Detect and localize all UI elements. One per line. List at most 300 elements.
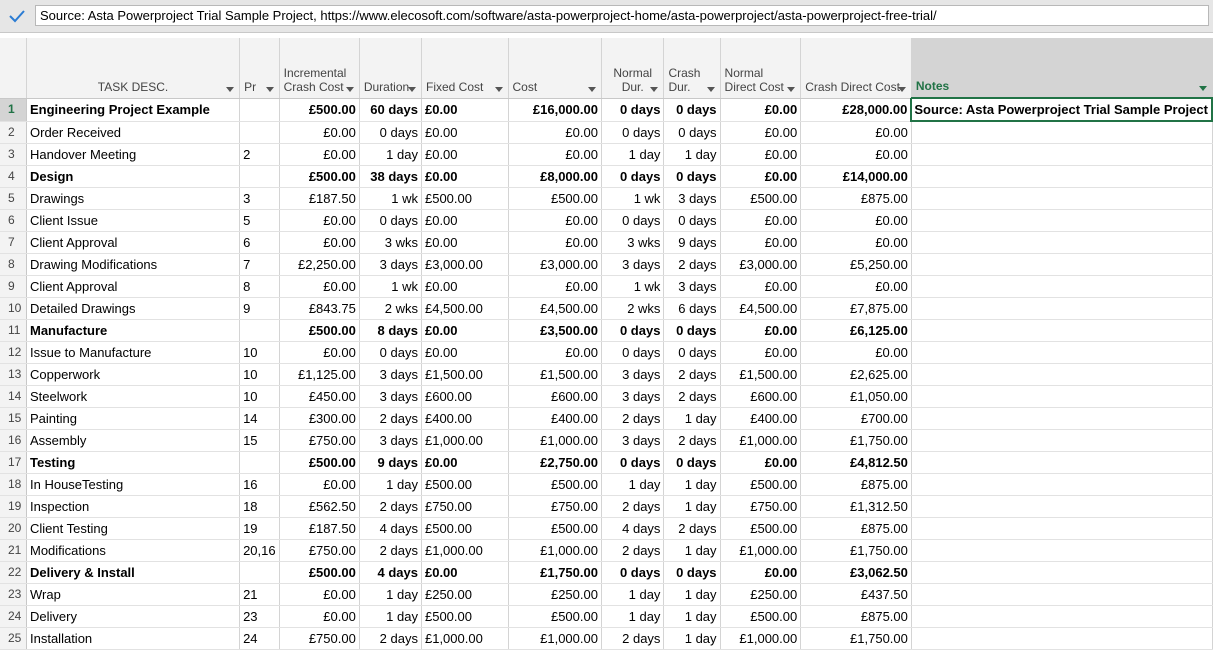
incremental-crash-cost-cell[interactable]: £500.00 [279,562,359,584]
cost-cell[interactable]: £3,500.00 [508,320,601,342]
task-desc-cell[interactable]: Delivery & Install [27,562,240,584]
predecessors-cell[interactable]: 6 [240,232,280,254]
crash-dur-cell[interactable]: 1 day [664,496,720,518]
duration-cell[interactable]: 3 days [359,386,421,408]
fixed-cost-cell[interactable]: £0.00 [421,276,508,298]
crash-direct-cost-cell[interactable]: £875.00 [801,188,912,210]
duration-cell[interactable]: 3 wks [359,232,421,254]
notes-cell[interactable] [911,540,1212,562]
duration-cell[interactable]: 1 wk [359,188,421,210]
crash-direct-cost-cell[interactable]: £3,062.50 [801,562,912,584]
duration-cell[interactable]: 4 days [359,518,421,540]
incremental-crash-cost-cell[interactable]: £187.50 [279,188,359,210]
notes-cell[interactable]: Source: Asta Powerproject Trial Sample Project [911,98,1212,121]
notes-cell[interactable] [911,452,1212,474]
row-number[interactable]: 8 [0,254,27,276]
crash-direct-cost-cell[interactable]: £1,312.50 [801,496,912,518]
column-header-task-desc[interactable]: TASK DESC. [27,38,240,98]
row-number[interactable]: 13 [0,364,27,386]
duration-cell[interactable]: 38 days [359,166,421,188]
duration-cell[interactable]: 1 day [359,144,421,166]
crash-dur-cell[interactable]: 0 days [664,166,720,188]
predecessors-cell[interactable]: 18 [240,496,280,518]
fixed-cost-cell[interactable]: £0.00 [421,98,508,121]
row-number[interactable]: 3 [0,144,27,166]
duration-cell[interactable]: 1 day [359,474,421,496]
normal-dur-cell[interactable]: 0 days [601,562,663,584]
crash-direct-cost-cell[interactable]: £0.00 [801,342,912,364]
filter-dropdown-icon[interactable] [707,87,715,92]
incremental-crash-cost-cell[interactable]: £0.00 [279,232,359,254]
select-all-corner[interactable] [0,38,27,98]
predecessors-cell[interactable]: 5 [240,210,280,232]
fixed-cost-cell[interactable]: £0.00 [421,342,508,364]
cost-cell[interactable]: £250.00 [508,584,601,606]
fixed-cost-cell[interactable]: £500.00 [421,518,508,540]
crash-dur-cell[interactable]: 0 days [664,98,720,121]
incremental-crash-cost-cell[interactable]: £500.00 [279,166,359,188]
normal-dur-cell[interactable]: 1 day [601,474,663,496]
duration-cell[interactable]: 3 days [359,254,421,276]
normal-direct-cost-cell[interactable]: £0.00 [720,98,801,121]
row-number[interactable]: 24 [0,606,27,628]
incremental-crash-cost-cell[interactable]: £300.00 [279,408,359,430]
task-desc-cell[interactable]: Testing [27,452,240,474]
duration-cell[interactable]: 1 day [359,606,421,628]
task-desc-cell[interactable]: Client Approval [27,232,240,254]
task-desc-cell[interactable]: Engineering Project Example [27,98,240,121]
normal-direct-cost-cell[interactable]: £3,000.00 [720,254,801,276]
cost-cell[interactable]: £8,000.00 [508,166,601,188]
predecessors-cell[interactable]: 19 [240,518,280,540]
row-number[interactable]: 7 [0,232,27,254]
crash-dur-cell[interactable]: 1 day [664,474,720,496]
task-desc-cell[interactable]: Order Received [27,121,240,144]
cost-cell[interactable]: £1,750.00 [508,562,601,584]
column-header-crash-dur[interactable]: Crash Dur. [664,38,720,98]
incremental-crash-cost-cell[interactable]: £750.00 [279,430,359,452]
crash-dur-cell[interactable]: 0 days [664,320,720,342]
normal-dur-cell[interactable]: 3 wks [601,232,663,254]
normal-dur-cell[interactable]: 3 days [601,386,663,408]
notes-cell[interactable] [911,254,1212,276]
normal-direct-cost-cell[interactable]: £0.00 [720,276,801,298]
normal-dur-cell[interactable]: 0 days [601,320,663,342]
filter-dropdown-icon[interactable] [588,87,596,92]
cost-cell[interactable]: £1,500.00 [508,364,601,386]
normal-dur-cell[interactable]: 2 days [601,496,663,518]
task-desc-cell[interactable]: Installation [27,628,240,650]
crash-direct-cost-cell[interactable]: £5,250.00 [801,254,912,276]
notes-cell[interactable] [911,298,1212,320]
notes-cell[interactable] [911,364,1212,386]
crash-dur-cell[interactable]: 0 days [664,452,720,474]
normal-dur-cell[interactable]: 1 day [601,584,663,606]
crash-dur-cell[interactable]: 2 days [664,430,720,452]
task-desc-cell[interactable]: Client Issue [27,210,240,232]
duration-cell[interactable]: 8 days [359,320,421,342]
fixed-cost-cell[interactable]: £0.00 [421,210,508,232]
crash-direct-cost-cell[interactable]: £28,000.00 [801,98,912,121]
duration-cell[interactable]: 60 days [359,98,421,121]
row-number[interactable]: 9 [0,276,27,298]
predecessors-cell[interactable] [240,121,280,144]
notes-cell[interactable] [911,430,1212,452]
normal-direct-cost-cell[interactable]: £0.00 [720,320,801,342]
fixed-cost-cell[interactable]: £0.00 [421,320,508,342]
normal-dur-cell[interactable]: 2 days [601,628,663,650]
normal-direct-cost-cell[interactable]: £0.00 [720,210,801,232]
column-header-normal-dur[interactable]: Normal Dur. [601,38,663,98]
normal-direct-cost-cell[interactable]: £4,500.00 [720,298,801,320]
notes-cell[interactable] [911,562,1212,584]
normal-dur-cell[interactable]: 1 wk [601,276,663,298]
task-desc-cell[interactable]: Design [27,166,240,188]
task-desc-cell[interactable]: Client Testing [27,518,240,540]
task-desc-cell[interactable]: Manufacture [27,320,240,342]
predecessors-cell[interactable] [240,166,280,188]
notes-cell[interactable] [911,474,1212,496]
filter-dropdown-icon[interactable] [787,87,795,92]
duration-cell[interactable]: 2 days [359,496,421,518]
fixed-cost-cell[interactable]: £500.00 [421,474,508,496]
incremental-crash-cost-cell[interactable]: £0.00 [279,121,359,144]
predecessors-cell[interactable]: 10 [240,364,280,386]
task-desc-cell[interactable]: Inspection [27,496,240,518]
incremental-crash-cost-cell[interactable]: £2,250.00 [279,254,359,276]
filter-dropdown-icon[interactable] [650,87,658,92]
crash-dur-cell[interactable]: 3 days [664,188,720,210]
normal-dur-cell[interactable]: 2 wks [601,298,663,320]
duration-cell[interactable]: 0 days [359,121,421,144]
cost-cell[interactable]: £400.00 [508,408,601,430]
predecessors-cell[interactable]: 10 [240,342,280,364]
incremental-crash-cost-cell[interactable]: £0.00 [279,210,359,232]
crash-direct-cost-cell[interactable]: £1,750.00 [801,540,912,562]
crash-dur-cell[interactable]: 9 days [664,232,720,254]
predecessors-cell[interactable]: 10 [240,386,280,408]
fixed-cost-cell[interactable]: £400.00 [421,408,508,430]
duration-cell[interactable]: 4 days [359,562,421,584]
incremental-crash-cost-cell[interactable]: £0.00 [279,144,359,166]
task-desc-cell[interactable]: Drawings [27,188,240,210]
crash-dur-cell[interactable]: 2 days [664,386,720,408]
normal-direct-cost-cell[interactable]: £0.00 [720,562,801,584]
crash-direct-cost-cell[interactable]: £4,812.50 [801,452,912,474]
normal-dur-cell[interactable]: 1 day [601,144,663,166]
normal-direct-cost-cell[interactable]: £1,000.00 [720,430,801,452]
cell-entry-field[interactable]: Source: Asta Powerproject Trial Sample Project, https://www.elecosoft.com/software/asta-powerproject-home/asta-powerproject/asta-powerproject-free-trial/ [35,5,1209,26]
predecessors-cell[interactable] [240,562,280,584]
crash-dur-cell[interactable]: 1 day [664,606,720,628]
predecessors-cell[interactable]: 3 [240,188,280,210]
notes-cell[interactable] [911,386,1212,408]
fixed-cost-cell[interactable]: £0.00 [421,562,508,584]
fixed-cost-cell[interactable]: £500.00 [421,188,508,210]
cost-cell[interactable]: £0.00 [508,276,601,298]
task-desc-cell[interactable]: Detailed Drawings [27,298,240,320]
fixed-cost-cell[interactable]: £750.00 [421,496,508,518]
fixed-cost-cell[interactable]: £1,500.00 [421,364,508,386]
notes-cell[interactable] [911,232,1212,254]
normal-direct-cost-cell[interactable]: £600.00 [720,386,801,408]
crash-dur-cell[interactable]: 0 days [664,121,720,144]
incremental-crash-cost-cell[interactable]: £750.00 [279,540,359,562]
incremental-crash-cost-cell[interactable]: £0.00 [279,276,359,298]
normal-direct-cost-cell[interactable]: £750.00 [720,496,801,518]
predecessors-cell[interactable]: 20,16 [240,540,280,562]
crash-dur-cell[interactable]: 6 days [664,298,720,320]
normal-direct-cost-cell[interactable]: £0.00 [720,166,801,188]
enter-check-icon[interactable] [6,5,28,27]
duration-cell[interactable]: 2 wks [359,298,421,320]
cost-cell[interactable]: £1,000.00 [508,430,601,452]
cost-cell[interactable]: £600.00 [508,386,601,408]
fixed-cost-cell[interactable]: £0.00 [421,452,508,474]
row-number[interactable]: 10 [0,298,27,320]
filter-dropdown-icon[interactable] [408,87,416,92]
normal-direct-cost-cell[interactable]: £500.00 [720,518,801,540]
predecessors-cell[interactable]: 24 [240,628,280,650]
row-number[interactable]: 25 [0,628,27,650]
notes-cell[interactable] [911,342,1212,364]
duration-cell[interactable]: 9 days [359,452,421,474]
normal-dur-cell[interactable]: 0 days [601,166,663,188]
crash-direct-cost-cell[interactable]: £875.00 [801,606,912,628]
task-desc-cell[interactable]: Delivery [27,606,240,628]
crash-dur-cell[interactable]: 1 day [664,540,720,562]
duration-cell[interactable]: 2 days [359,540,421,562]
predecessors-cell[interactable]: 14 [240,408,280,430]
column-header-fixed-cost[interactable]: Fixed Cost [421,38,508,98]
fixed-cost-cell[interactable]: £3,000.00 [421,254,508,276]
duration-cell[interactable]: 0 days [359,342,421,364]
row-number[interactable]: 16 [0,430,27,452]
crash-direct-cost-cell[interactable]: £0.00 [801,210,912,232]
notes-cell[interactable] [911,121,1212,144]
row-number[interactable]: 17 [0,452,27,474]
incremental-crash-cost-cell[interactable]: £0.00 [279,584,359,606]
notes-cell[interactable] [911,584,1212,606]
crash-dur-cell[interactable]: 1 day [664,408,720,430]
fixed-cost-cell[interactable]: £0.00 [421,232,508,254]
normal-direct-cost-cell[interactable]: £250.00 [720,584,801,606]
task-desc-cell[interactable]: Copperwork [27,364,240,386]
crash-dur-cell[interactable]: 2 days [664,364,720,386]
normal-direct-cost-cell[interactable]: £1,000.00 [720,540,801,562]
filter-dropdown-icon[interactable] [495,87,503,92]
notes-cell[interactable] [911,276,1212,298]
crash-direct-cost-cell[interactable]: £1,750.00 [801,628,912,650]
notes-cell[interactable] [911,408,1212,430]
row-number[interactable]: 14 [0,386,27,408]
crash-direct-cost-cell[interactable]: £875.00 [801,518,912,540]
filter-dropdown-icon[interactable] [346,87,354,92]
crash-direct-cost-cell[interactable]: £1,050.00 [801,386,912,408]
incremental-crash-cost-cell[interactable]: £0.00 [279,606,359,628]
task-desc-cell[interactable]: Client Approval [27,276,240,298]
task-desc-cell[interactable]: Wrap [27,584,240,606]
row-number[interactable]: 22 [0,562,27,584]
cost-cell[interactable]: £0.00 [508,232,601,254]
crash-dur-cell[interactable]: 0 days [664,342,720,364]
crash-direct-cost-cell[interactable]: £700.00 [801,408,912,430]
row-number[interactable]: 18 [0,474,27,496]
fixed-cost-cell[interactable]: £0.00 [421,121,508,144]
cost-cell[interactable]: £500.00 [508,518,601,540]
task-desc-cell[interactable]: In HouseTesting [27,474,240,496]
normal-direct-cost-cell[interactable]: £500.00 [720,474,801,496]
column-header-duration[interactable]: Duration [359,38,421,98]
cost-cell[interactable]: £4,500.00 [508,298,601,320]
predecessors-cell[interactable]: 9 [240,298,280,320]
crash-direct-cost-cell[interactable]: £2,625.00 [801,364,912,386]
task-desc-cell[interactable]: Handover Meeting [27,144,240,166]
crash-direct-cost-cell[interactable]: £14,000.00 [801,166,912,188]
row-number[interactable]: 20 [0,518,27,540]
crash-direct-cost-cell[interactable]: £0.00 [801,232,912,254]
normal-dur-cell[interactable]: 3 days [601,430,663,452]
predecessors-cell[interactable]: 23 [240,606,280,628]
incremental-crash-cost-cell[interactable]: £500.00 [279,452,359,474]
normal-dur-cell[interactable]: 2 days [601,540,663,562]
task-desc-cell[interactable]: Issue to Manufacture [27,342,240,364]
row-number[interactable]: 23 [0,584,27,606]
filter-dropdown-icon[interactable] [266,87,274,92]
crash-direct-cost-cell[interactable]: £6,125.00 [801,320,912,342]
row-number[interactable]: 5 [0,188,27,210]
normal-dur-cell[interactable]: 1 wk [601,188,663,210]
row-number[interactable]: 2 [0,121,27,144]
duration-cell[interactable]: 2 days [359,628,421,650]
normal-dur-cell[interactable]: 0 days [601,210,663,232]
normal-dur-cell[interactable]: 3 days [601,254,663,276]
predecessors-cell[interactable]: 7 [240,254,280,276]
cost-cell[interactable]: £500.00 [508,188,601,210]
crash-direct-cost-cell[interactable]: £7,875.00 [801,298,912,320]
row-number[interactable]: 19 [0,496,27,518]
crash-dur-cell[interactable]: 2 days [664,254,720,276]
crash-dur-cell[interactable]: 1 day [664,584,720,606]
fixed-cost-cell[interactable]: £500.00 [421,606,508,628]
row-number[interactable]: 21 [0,540,27,562]
column-header-incremental-crash-cost[interactable]: Incremental Crash Cost [279,38,359,98]
filter-dropdown-icon[interactable] [226,87,234,92]
duration-cell[interactable]: 2 days [359,408,421,430]
incremental-crash-cost-cell[interactable]: £500.00 [279,98,359,121]
task-desc-cell[interactable]: Drawing Modifications [27,254,240,276]
normal-dur-cell[interactable]: 4 days [601,518,663,540]
crash-dur-cell[interactable]: 3 days [664,276,720,298]
cost-cell[interactable]: £0.00 [508,144,601,166]
fixed-cost-cell[interactable]: £1,000.00 [421,628,508,650]
crash-dur-cell[interactable]: 1 day [664,144,720,166]
cost-cell[interactable]: £1,000.00 [508,540,601,562]
duration-cell[interactable]: 0 days [359,210,421,232]
normal-direct-cost-cell[interactable]: £400.00 [720,408,801,430]
incremental-crash-cost-cell[interactable]: £450.00 [279,386,359,408]
predecessors-cell[interactable] [240,452,280,474]
filter-dropdown-icon[interactable] [1199,86,1207,91]
normal-direct-cost-cell[interactable]: £0.00 [720,452,801,474]
crash-dur-cell[interactable]: 2 days [664,518,720,540]
duration-cell[interactable]: 1 wk [359,276,421,298]
row-number[interactable]: 11 [0,320,27,342]
crash-direct-cost-cell[interactable]: £875.00 [801,474,912,496]
row-number[interactable]: 1 [0,98,27,121]
normal-dur-cell[interactable]: 0 days [601,342,663,364]
predecessors-cell[interactable]: 2 [240,144,280,166]
crash-direct-cost-cell[interactable]: £0.00 [801,144,912,166]
cost-cell[interactable]: £2,750.00 [508,452,601,474]
normal-dur-cell[interactable]: 2 days [601,408,663,430]
fixed-cost-cell[interactable]: £0.00 [421,166,508,188]
notes-cell[interactable] [911,320,1212,342]
fixed-cost-cell[interactable]: £0.00 [421,144,508,166]
predecessors-cell[interactable]: 8 [240,276,280,298]
row-number[interactable]: 4 [0,166,27,188]
normal-direct-cost-cell[interactable]: £0.00 [720,144,801,166]
notes-cell[interactable] [911,166,1212,188]
column-header-crash-direct-cost[interactable]: Crash Direct Cost [801,38,912,98]
incremental-crash-cost-cell[interactable]: £187.50 [279,518,359,540]
notes-cell[interactable] [911,606,1212,628]
normal-dur-cell[interactable]: 1 day [601,606,663,628]
normal-direct-cost-cell[interactable]: £500.00 [720,188,801,210]
column-header-normal-direct-cost[interactable]: Normal Direct Cost [720,38,801,98]
notes-cell[interactable] [911,144,1212,166]
incremental-crash-cost-cell[interactable]: £500.00 [279,320,359,342]
cost-cell[interactable]: £500.00 [508,606,601,628]
fixed-cost-cell[interactable]: £1,000.00 [421,540,508,562]
column-header-cost[interactable]: Cost [508,38,601,98]
normal-direct-cost-cell[interactable]: £0.00 [720,342,801,364]
incremental-crash-cost-cell[interactable]: £843.75 [279,298,359,320]
normal-direct-cost-cell[interactable]: £0.00 [720,121,801,144]
cost-cell[interactable]: £500.00 [508,474,601,496]
crash-direct-cost-cell[interactable]: £437.50 [801,584,912,606]
task-desc-cell[interactable]: Assembly [27,430,240,452]
normal-direct-cost-cell[interactable]: £500.00 [720,606,801,628]
cost-cell[interactable]: £16,000.00 [508,98,601,121]
normal-direct-cost-cell[interactable]: £1,000.00 [720,628,801,650]
crash-dur-cell[interactable]: 1 day [664,628,720,650]
incremental-crash-cost-cell[interactable]: £562.50 [279,496,359,518]
filter-dropdown-icon[interactable] [898,87,906,92]
normal-dur-cell[interactable]: 0 days [601,121,663,144]
row-number[interactable]: 6 [0,210,27,232]
row-number[interactable]: 15 [0,408,27,430]
fixed-cost-cell[interactable]: £1,000.00 [421,430,508,452]
crash-direct-cost-cell[interactable]: £0.00 [801,121,912,144]
normal-dur-cell[interactable]: 0 days [601,452,663,474]
predecessors-cell[interactable] [240,98,280,121]
incremental-crash-cost-cell[interactable]: £750.00 [279,628,359,650]
fixed-cost-cell[interactable]: £250.00 [421,584,508,606]
notes-cell[interactable] [911,628,1212,650]
duration-cell[interactable]: 3 days [359,364,421,386]
duration-cell[interactable]: 3 days [359,430,421,452]
incremental-crash-cost-cell[interactable]: £1,125.00 [279,364,359,386]
cost-cell[interactable]: £750.00 [508,496,601,518]
predecessors-cell[interactable]: 16 [240,474,280,496]
normal-direct-cost-cell[interactable]: £1,500.00 [720,364,801,386]
incremental-crash-cost-cell[interactable]: £0.00 [279,342,359,364]
row-number[interactable]: 12 [0,342,27,364]
cost-cell[interactable]: £3,000.00 [508,254,601,276]
column-header-predecessors[interactable]: Pr [240,38,280,98]
predecessors-cell[interactable]: 21 [240,584,280,606]
